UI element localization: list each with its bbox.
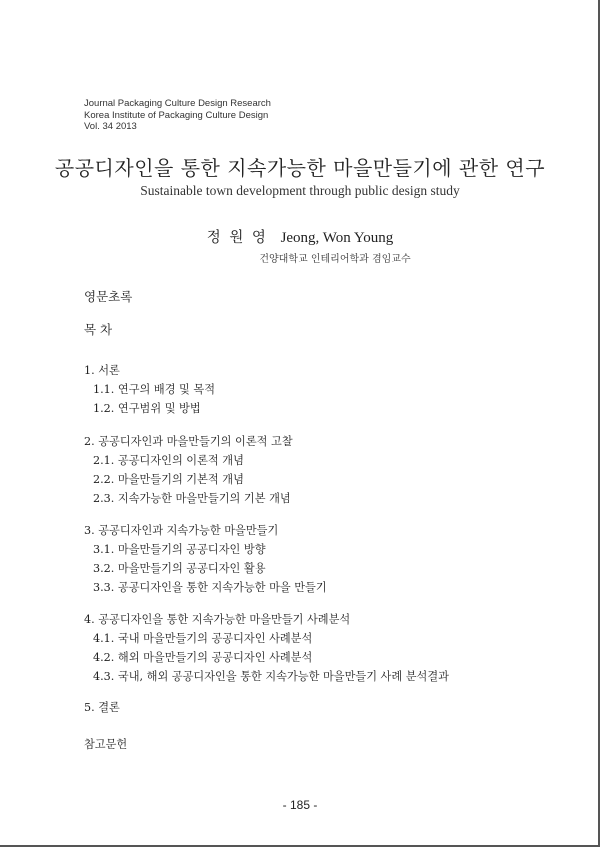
- author-affiliation: 건양대학교 인테리어학과 겸임교수: [259, 254, 411, 265]
- toc-subsection-2-2: 2.2. 마을만들기의 기본적 개념: [93, 473, 244, 486]
- toc-subsection-3-1: 3.1. 마을만들기의 공공디자인 방향: [93, 543, 266, 556]
- toc-heading: 목 차: [84, 322, 113, 337]
- journal-publisher: Korea Institute of Packaging Culture Design: [84, 109, 269, 121]
- paper-subtitle: Sustainable town development through public design study: [140, 183, 460, 198]
- toc-subsection-2-1: 2.1. 공공디자인의 이론적 개념: [93, 454, 244, 467]
- toc-section-3: 3. 공공디자인과 지속가능한 마을만들기: [84, 524, 279, 537]
- author-line: [0, 226, 600, 247]
- toc-subsection-3-2: 3.2. 마을만들기의 공공디자인 활용: [93, 562, 266, 575]
- toc-section-4: 4. 공공디자인을 통한 지속가능한 마을만들기 사례분석: [84, 613, 351, 626]
- toc-references: 참고문헌: [84, 738, 128, 751]
- journal-name: Journal Packaging Culture Design Research: [84, 98, 271, 109]
- toc-section-5: 5. 결론: [84, 701, 120, 714]
- toc-section-2: 2. 공공디자인과 마을만들기의 이론적 고찰: [84, 435, 293, 448]
- toc-subsection-2-3: 2.3. 지속가능한 마을만들기의 기본 개념: [93, 492, 291, 505]
- author-english-name: Jeong, Won Young: [280, 230, 394, 246]
- paper-title: 공공디자인을 통한 지속가능한 마을만들기에 관한 연구: [54, 156, 546, 180]
- journal-header: [84, 98, 271, 133]
- toc-subsection-3-3: 3.3. 공공디자인을 통한 지속가능한 마을 만들기: [93, 581, 327, 594]
- toc-subsection-4-1: 4.1. 국내 마을만들기의 공공디자인 사례분석: [93, 632, 313, 645]
- toc-subsection-1-1: 1.1. 연구의 배경 및 목적: [93, 383, 216, 396]
- toc-subsection-4-3: 4.3. 국내, 해외 공공디자인을 통한 지속가능한 마을만들기 사례 분석결과: [93, 670, 449, 683]
- author-korean-name: 정 원 영: [206, 230, 268, 246]
- abstract-heading: 영문초록: [84, 289, 133, 304]
- toc-subsection-4-2: 4.2. 해외 마을만들기의 공공디자인 사례분석: [93, 651, 313, 664]
- toc-section-1: 1. 서론: [84, 364, 120, 377]
- toc-subsection-1-2: 1.2. 연구범위 및 방법: [93, 402, 201, 415]
- journal-volume: Vol. 34 2013: [84, 121, 137, 132]
- page-number: - 185 -: [282, 798, 318, 812]
